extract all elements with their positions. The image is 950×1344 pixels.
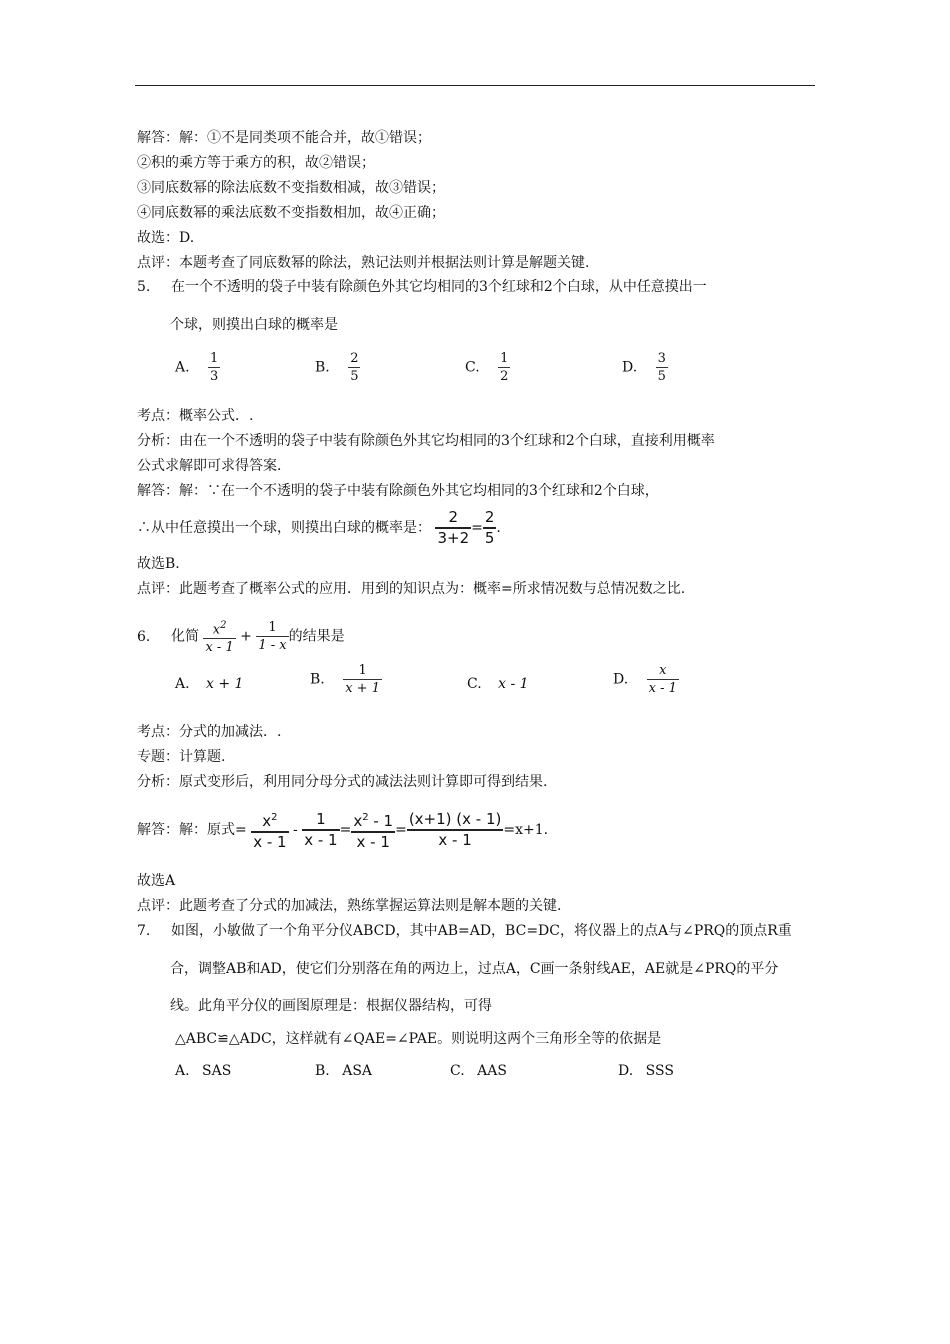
q5-option-d-numerator: 3 <box>657 351 666 366</box>
q5-jieda-line-2 <box>137 508 501 548</box>
q6-jieda-fraction-2 <box>302 810 339 850</box>
q5-stem-line-2: 个球，则摸出白球的概率是 <box>170 317 338 333</box>
q5-fenxi-line-2: 公式求解即可求得答案. <box>137 458 282 474</box>
q5-option-b <box>315 350 360 385</box>
q6-jieda-fraction-3-rest: - 1 <box>368 812 394 830</box>
q5-stem-line-1 <box>137 277 707 297</box>
q6-stem-post: 的结果是 <box>288 628 345 645</box>
q6-option-d-denominator: x - 1 <box>648 681 677 696</box>
q5-option-a-numerator: 1 <box>210 351 219 366</box>
prev-solution-line-2: ②积的乘方等于乘方的积，故②错误； <box>137 155 375 171</box>
q5-option-d-denominator: 5 <box>657 369 666 384</box>
q6-jieda-fraction-3-base: x <box>353 812 363 830</box>
q7-stem-line-3: 线。此角平分仪的画图原理是：根据仪器结构，可得 <box>170 998 492 1014</box>
q5-option-c <box>465 350 510 385</box>
q6-fenxi: 分析：原式变形后，利用同分母分式的减法法则计算即可得到结果. <box>137 774 548 790</box>
q6-jieda-result: =x+1. <box>503 822 549 838</box>
q5-comment: 点评：此题考查了概率公式的应用．用到的知识点为：概率=所求情况数与总情况数之比. <box>137 581 686 597</box>
q7-option-c-label: C. <box>450 1063 465 1079</box>
q6-option-c-text: x - 1 <box>498 676 529 692</box>
q5-option-a-denominator: 3 <box>210 369 219 384</box>
q5-option-d <box>622 350 668 385</box>
q7-option-b <box>315 1063 372 1079</box>
q6-stem-fraction-1-numerator <box>203 617 235 639</box>
q5-option-c-fraction <box>498 350 510 385</box>
q6-option-c-label: C. <box>467 676 482 692</box>
q6-jieda-fraction-4-numerator: (x+1) (x - 1) <box>407 810 504 831</box>
q5-option-b-denominator: 5 <box>350 369 359 384</box>
q6-jieda-fraction-2-numerator: 1 <box>302 810 339 831</box>
q7-option-c <box>450 1063 507 1079</box>
q6-jieda-fraction-1-base: x <box>262 812 272 830</box>
prev-solution-line-1: 解答：解：①不是同类项不能合并，故①错误； <box>137 130 431 146</box>
q5-option-a-fraction <box>208 350 220 385</box>
q6-stem <box>137 617 345 656</box>
q6-jieda-fraction-3-numerator <box>351 808 395 833</box>
q7-option-d-label: D. <box>618 1063 634 1079</box>
q6-stem-pre: 化简 <box>171 628 199 645</box>
q5-option-a <box>175 350 220 385</box>
q7-option-a <box>175 1063 231 1079</box>
q7-option-a-text: SAS <box>202 1063 232 1079</box>
prev-answer: 故选：D. <box>137 230 195 246</box>
q5-option-c-label: C. <box>465 359 480 376</box>
prev-comment: 点评：本题考查了同底数幂的除法，熟记法则并根据法则计算是解题关键. <box>137 255 590 271</box>
q6-option-a-text: x + 1 <box>206 676 244 692</box>
q6-option-a <box>175 676 243 692</box>
q5-jieda-fraction-1 <box>435 508 471 548</box>
q5-jieda-fraction-1-denominator: 3+2 <box>437 529 470 547</box>
q6-jieda-fraction-4-denominator: x - 1 <box>438 831 472 849</box>
prev-solution-line-4: ④同底数幂的乘法底数不变指数相加，故④正确； <box>137 205 445 221</box>
q6-jieda-fraction-3-exponent: 2 <box>362 812 369 823</box>
q6-stem-fraction-2 <box>256 619 288 654</box>
q7-stem-line-1 <box>137 921 792 941</box>
q5-option-b-fraction <box>348 350 360 385</box>
q6-stem-plus: + <box>240 628 252 645</box>
q6-zhuanti: 专题：计算题. <box>137 749 226 765</box>
q6-option-d-label: D. <box>613 671 629 688</box>
q7-stem-line-2: 合，调整AB和AD，使它们分别落在角的两边上，过点A，C画一条射线AE，AE就是∠PRQ的平分 <box>170 961 779 977</box>
q6-jieda-fraction-3-denominator: x - 1 <box>356 833 390 851</box>
q6-jieda-fraction-1-denominator: x - 1 <box>253 833 287 851</box>
q5-option-d-fraction <box>656 350 668 385</box>
q6-jieda-equals-1: = <box>339 822 352 838</box>
q6-option-d <box>613 662 679 697</box>
q6-option-b-label: B. <box>310 671 325 688</box>
q5-jieda-text: ∴从中任意摸出一个球，则摸出白球的概率是： <box>137 520 431 536</box>
q6-stem-fraction-1-denominator: x - 1 <box>205 640 234 656</box>
q5-answer: 故选B. <box>137 556 180 572</box>
q6-jieda-fraction-3 <box>351 808 395 852</box>
q5-option-c-numerator: 1 <box>500 351 509 366</box>
q6-jieda-equals-2: = <box>395 822 407 838</box>
q5-jieda-line-1: 解答：解：∵在一个不透明的袋子中装有除颜色外其它均相同的3个红球和2个白球， <box>137 483 659 499</box>
q5-jieda-end: . <box>496 520 501 536</box>
q6-jieda-fraction-1-numerator <box>251 808 288 833</box>
q7-option-d-text: SSS <box>645 1063 674 1079</box>
prev-solution-line-3: ③同底数幂的除法底数不变指数相减，故③错误； <box>137 180 445 196</box>
q7-option-d <box>618 1063 674 1079</box>
q5-jieda-fraction-1-numerator: 2 <box>435 508 471 529</box>
q5-jieda-fraction-2-denominator: 5 <box>484 529 495 547</box>
q6-option-b-denominator: x + 1 <box>345 681 380 696</box>
q6-jieda-fraction-1-exponent: 2 <box>271 812 278 823</box>
q5-fenxi-line-1: 分析：由在一个不透明的袋子中装有除颜色外其它均相同的3个红球和2个白球，直接利用概率 <box>137 433 715 449</box>
q6-stem-fraction-2-denominator: 1 - x <box>258 638 287 654</box>
q6-option-a-label: A. <box>175 676 190 692</box>
q6-option-d-numerator: x <box>647 662 679 680</box>
q6-option-b <box>310 662 382 697</box>
q7-stem-line-4: △ABC≌△ADC，这样就有∠QAE=∠PAE。则说明这两个三角形全等的依据是 <box>175 1031 662 1047</box>
q6-stem-fraction-1-base: x <box>212 622 221 638</box>
q6-jieda-fraction-1 <box>251 808 288 852</box>
q5-option-b-numerator: 2 <box>350 351 359 366</box>
q6-jieda-pre: 解答：解：原式= <box>137 822 247 838</box>
q6-answer: 故选A <box>137 873 176 889</box>
q7-option-b-label: B. <box>315 1063 330 1079</box>
q6-option-b-numerator: 1 <box>343 662 382 680</box>
q6-stem-fraction-2-numerator: 1 <box>256 619 288 637</box>
q6-jieda-minus: - <box>293 822 298 838</box>
q6-option-c <box>467 676 529 692</box>
q6-jieda <box>137 808 548 852</box>
q7-option-b-text: ASA <box>342 1063 373 1079</box>
q5-option-b-label: B. <box>315 359 330 376</box>
q7-number: 7. <box>137 923 151 939</box>
q5-number: 5. <box>137 279 151 295</box>
q5-jieda-fraction-2-numerator: 2 <box>483 508 497 529</box>
q5-kaodian: 考点：概率公式．. <box>137 408 254 424</box>
q7-option-c-text: AAS <box>477 1063 507 1079</box>
q6-option-b-fraction <box>343 662 382 697</box>
q6-option-d-fraction <box>647 662 679 697</box>
q6-comment: 点评：此题考查了分式的加减法，熟练掌握运算法则是解本题的关键. <box>137 898 562 914</box>
q5-jieda-equals: = <box>471 520 483 536</box>
q6-kaodian: 考点：分式的加减法．. <box>137 724 282 740</box>
q5-option-a-label: A. <box>175 359 190 376</box>
q5-option-c-denominator: 2 <box>500 369 509 384</box>
q6-stem-fraction-1 <box>203 617 235 656</box>
q5-option-d-label: D. <box>622 359 638 376</box>
q7-stem-text-1: 如图，小敏做了一个角平分仪ABCD，其中AB=AD，BC=DC，将仪器上的点A与∠PRQ的顶点R重 <box>171 923 792 939</box>
q5-jieda-fraction-2 <box>483 508 497 548</box>
q6-stem-fraction-1-exponent: 2 <box>220 620 227 631</box>
q6-jieda-fraction-2-denominator: x - 1 <box>304 831 338 849</box>
q5-stem-text-1: 在一个不透明的袋子中装有除颜色外其它均相同的3个红球和2个白球，从中任意摸出一 <box>171 279 707 295</box>
q6-jieda-fraction-4 <box>407 810 504 850</box>
header-rule <box>135 85 815 86</box>
q7-option-a-label: A. <box>175 1063 190 1079</box>
q6-number: 6. <box>137 628 151 645</box>
